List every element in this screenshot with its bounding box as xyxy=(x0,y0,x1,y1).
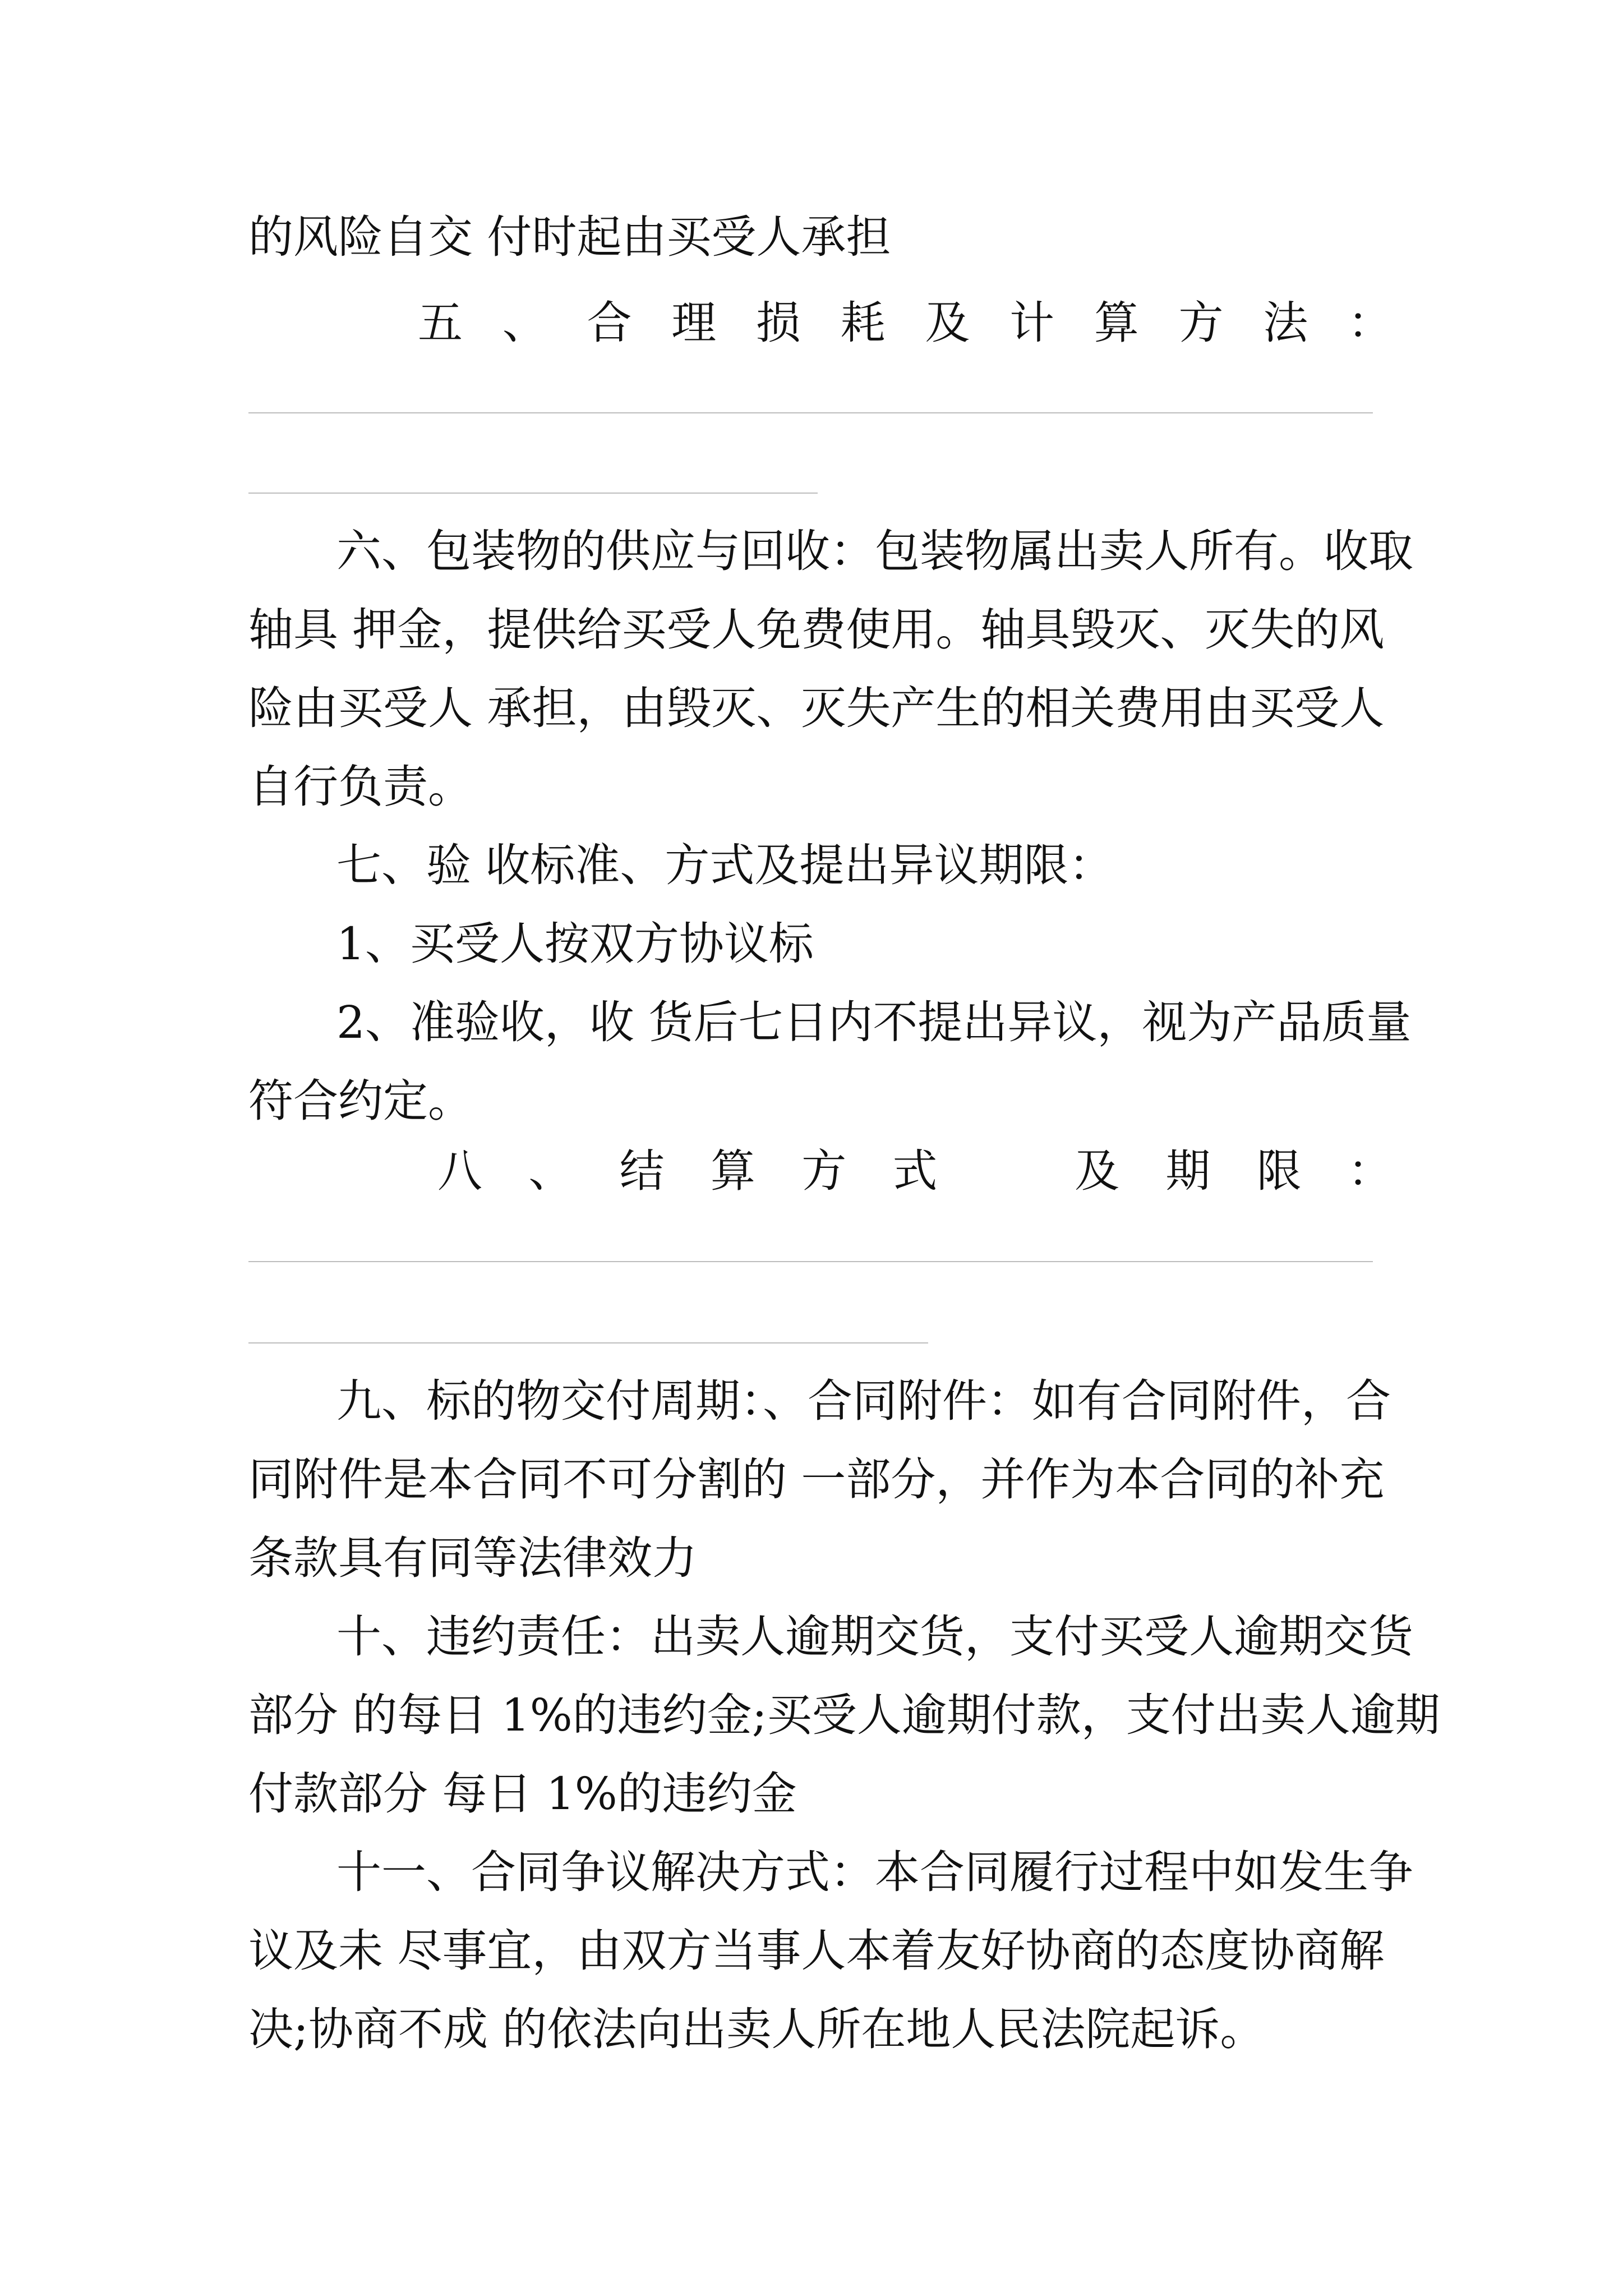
paragraph-line: 七、验 收标准、方式及提出异议期限： xyxy=(336,839,1114,891)
paragraph-line: 十、违约责任：出卖人逾期交货，支付买受人逾期交货 xyxy=(336,1611,1413,1663)
paragraph-line: 六、包装物的供应与回收：包装物属出卖人所有。收取 xyxy=(336,525,1413,577)
blank-fill-line xyxy=(248,493,818,494)
paragraph-line: 九、标的物交付周期：、合同附件：如有合同附件，合 xyxy=(336,1375,1391,1427)
section-heading-8: 八 、 结 算 方 式 及 期 限 ： xyxy=(437,1145,1393,1197)
paragraph-line: 1、买受人按双方协议标 xyxy=(336,918,814,970)
paragraph-line: 轴具 押金，提供给买受人免费使用。轴具毁灭、灭失的风 xyxy=(248,604,1385,656)
paragraph-line: 付款部分 每日 1%的违约金 xyxy=(248,1768,797,1820)
section-heading-5: 五 、 合 理 损 耗 及 计 算 方 法 ： xyxy=(418,297,1393,349)
paragraph-line: 自行负责。 xyxy=(248,761,473,813)
paragraph-line: 同附件是本合同不可分割的 一部分，并作为本合同的补充 xyxy=(248,1453,1385,1506)
blank-fill-line xyxy=(248,1261,1373,1262)
blank-fill-line xyxy=(248,412,1373,413)
text-line: 的风险自交 付时起由买受人承担 xyxy=(248,211,891,263)
blank-fill-line xyxy=(248,1342,928,1343)
paragraph-line: 议及未 尽事宜，由双方当事人本着友好协商的态度协商解 xyxy=(248,1925,1385,1977)
paragraph-line: 2、准验收，收 货后七日内不提出异议，视为产品质量 xyxy=(336,996,1412,1048)
paragraph-line: 符合约定。 xyxy=(248,1075,473,1127)
paragraph-line: 条款具有同等法律效力 xyxy=(248,1532,697,1584)
paragraph-line: 十一、合同争议解决方式：本合同履行过程中如发生争 xyxy=(336,1846,1413,1898)
paragraph-line: 决;协商不成 的依法向出卖人所在地人民法院起诉。 xyxy=(248,2003,1265,2055)
paragraph-line: 险由买受人 承担，由毁灭、灭失产生的相关费用由买受人 xyxy=(248,682,1385,734)
paragraph-line: 部分 的每日 1%的违约金;买受人逾期付款，支付出卖人逾期 xyxy=(248,1689,1440,1741)
